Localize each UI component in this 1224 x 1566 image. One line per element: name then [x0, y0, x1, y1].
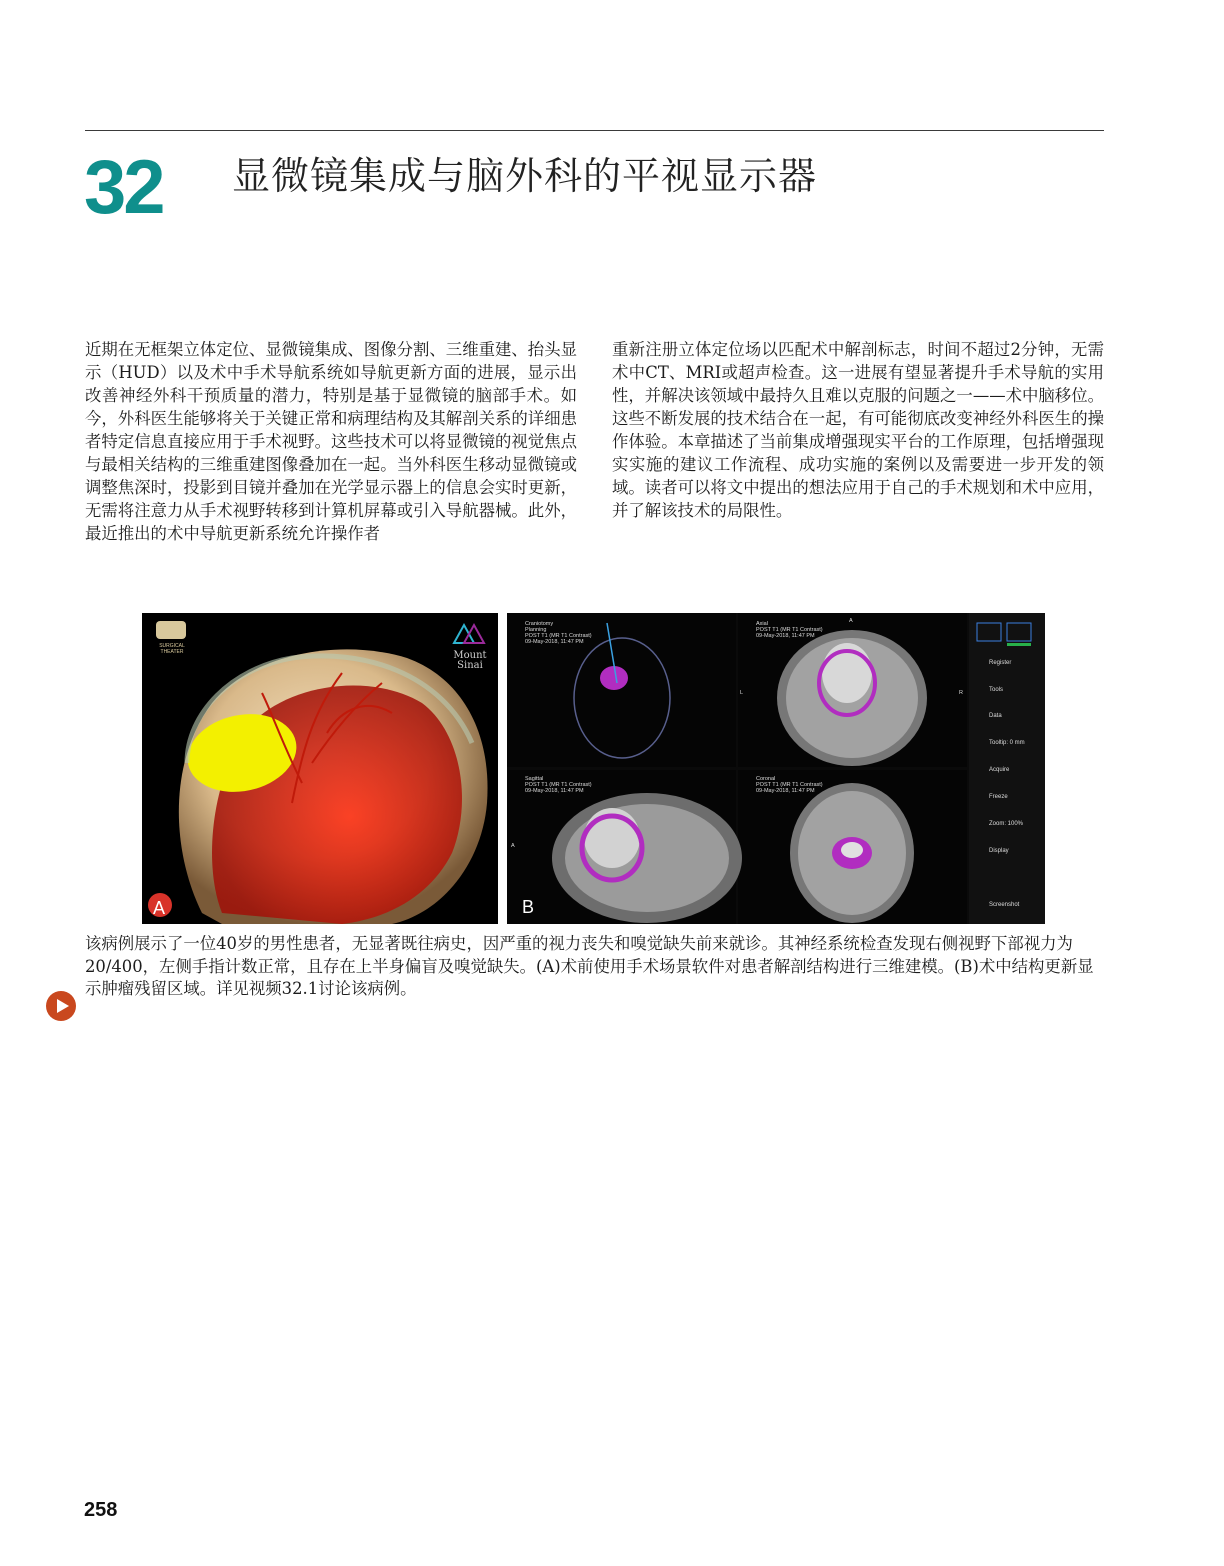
- sagittal-marker: A: [511, 843, 515, 849]
- video-play-icon[interactable]: [46, 991, 76, 1021]
- skull-3d-render: [142, 613, 498, 924]
- logo-left-line2: THEATER: [160, 649, 184, 655]
- figure-panel-a: [142, 613, 498, 924]
- screenshot-button[interactable]: Screenshot: [989, 902, 1020, 908]
- logo-left-line1: SURGICAL: [159, 643, 185, 649]
- acquire-button[interactable]: Acquire: [989, 767, 1010, 773]
- tooltip-button[interactable]: Tooltip: 0 mm: [989, 740, 1025, 746]
- mount-sinai-logo: [453, 625, 486, 671]
- header-rule: [85, 130, 1104, 131]
- chapter-number: 32: [84, 145, 163, 230]
- body-column-left: 近期在无框架立体定位、显微镜集成、图像分割、三维重建、抬头显示（HUD）以及术中手术导航系统如导航更新方面的进展，显示出改善神经外科干预质量的潜力，特别是基于显微镜的脑部手术。如今，外科医生能够将关于关键正常和病理结构及其解剖关系的详细患者特定信息直接应用于手术视野。这些技术可以将显微镜的视觉焦点与最相关结构的三维重建图像叠加在一起。当外科医生移动显微镜或调整焦深时，投影到目镜并叠加在光学显示器上的信息会实时更新，无需将注意力从手术视野转移到计算机屏幕或引入导航器械。此外，最近推出的术中导航更新系统允许操作者: [85, 340, 577, 543]
- logo-right-line1: Mount: [453, 650, 487, 661]
- view-label-craniotomy: Craniotomy Planning POST T1 (MR T1 Contrast) 09-May-2018, 11:47 PM: [525, 621, 592, 645]
- chapter-title: 显微镜集成与脑外科的平视显示器: [232, 154, 818, 198]
- figure-caption: 该病例展示了一位40岁的男性患者，无显著既往病史，因严重的视力丧失和嗅觉缺失前来就诊。其神经系统检查发现右侧视野下部视力为20/400，左侧手指计数正常，且存在上半身偏盲及嗅觉缺失。(A)术前使用手术场景软件对患者解剖结构进行三维建模。(B)术中结构更新显示肿瘤残留区域。详见视频32.1讨论该病例。: [85, 934, 1094, 998]
- register-button[interactable]: Register: [989, 660, 1012, 666]
- tools-button[interactable]: Tools: [989, 687, 1004, 693]
- axial-marker-right: R: [959, 690, 963, 696]
- freeze-button[interactable]: Freeze: [989, 794, 1008, 800]
- axial-marker-left: L: [740, 690, 744, 696]
- body-column-right: 重新注册立体定位场以匹配术中解剖标志，时间不超过2分钟，无需术中CT、MRI或超声检查。这一进展有望显著提升手术导航的实用性，并解决该领域中最持久且难以克服的问题之一——术中脑移位。这些不断发展的技术结合在一起，有可能彻底改变神经外科医生的操作体验。本章描述了当前集成增强现实平台的工作原理，包括增强现实实施的建议工作流程、成功实施的案例以及需要进一步开发的领域。读者可以将文中提出的想法应用于自己的手术规划和术中应用，并了解该技术的局限性。: [612, 340, 1104, 520]
- zoom-button[interactable]: Zoom: 100%: [989, 821, 1024, 827]
- surgical-theater-logo: [156, 621, 186, 655]
- nav-sidebar: [969, 613, 1045, 924]
- view-label-coronal: Coronal POST T1 (MR T1 Contrast) 09-May-2018, 11:47 PM: [756, 776, 823, 794]
- axial-marker-top: A: [849, 618, 853, 624]
- view-label-sagittal: Sagittal POST T1 (MR T1 Contrast) 09-May-2018, 11:47 PM: [525, 776, 592, 794]
- navigation-views: [507, 613, 1045, 924]
- figure-panel-b: [507, 613, 1045, 924]
- panel-a-label: A: [153, 898, 166, 918]
- view-label-axial: Axial POST T1 (MR T1 Contrast) 09-May-2018, 11:47 PM: [756, 621, 823, 639]
- page-number: 258: [84, 1499, 118, 1521]
- display-button[interactable]: Display: [989, 848, 1009, 854]
- logo-right-line2: Sinai: [457, 660, 483, 671]
- panel-b-label: B: [522, 897, 535, 917]
- data-button[interactable]: Data: [989, 713, 1002, 719]
